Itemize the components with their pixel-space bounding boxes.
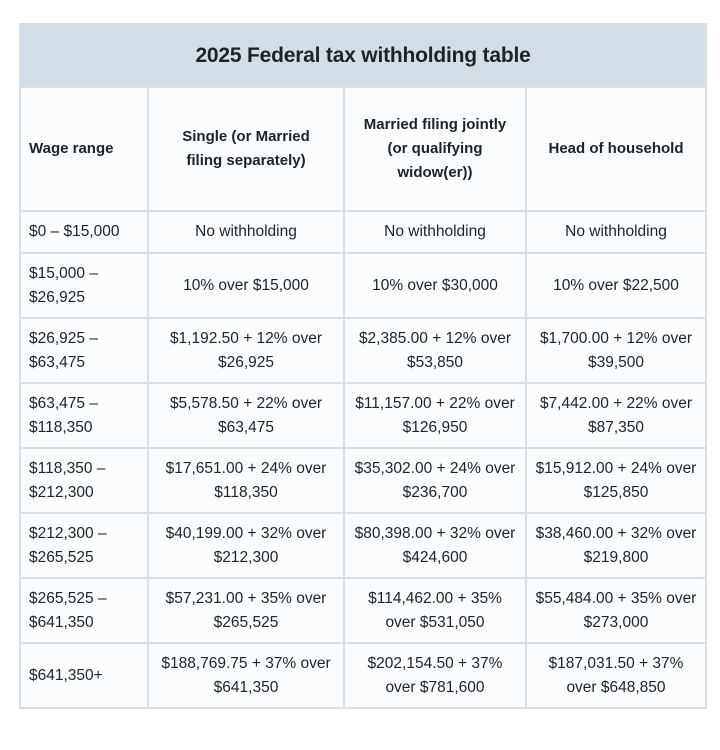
married-jointly-cell: $80,398.00 + 32% over $424,600 (344, 513, 526, 578)
wage-range-cell: $26,925 – $63,475 (20, 318, 148, 383)
head-of-household-cell: 10% over $22,500 (526, 253, 706, 318)
wage-range-cell: $15,000 – $26,925 (20, 253, 148, 318)
table-row (20, 253, 706, 318)
married-jointly-cell: $114,462.00 + 35% over $531,050 (344, 578, 526, 643)
head-of-household-cell: No withholding (526, 211, 706, 253)
column-header-single: Single (or Married filing separately) (148, 87, 344, 211)
table-row (20, 383, 706, 448)
column-header-head-of-household: Head of household (526, 87, 706, 211)
wage-range-cell: $265,525 – $641,350 (20, 578, 148, 643)
wage-range-cell: $641,350+ (20, 643, 148, 708)
table-row (20, 318, 706, 383)
head-of-household-cell: $55,484.00 + 35% over $273,000 (526, 578, 706, 643)
table-row (20, 578, 706, 643)
header-row (20, 87, 706, 211)
wage-range-cell: $63,475 – $118,350 (20, 383, 148, 448)
column-header-wage-range: Wage range (20, 87, 148, 211)
single-cell: $40,199.00 + 32% over $212,300 (148, 513, 344, 578)
wage-range-cell: $212,300 – $265,525 (20, 513, 148, 578)
married-jointly-cell: No withholding (344, 211, 526, 253)
withholding-table (19, 23, 707, 709)
head-of-household-cell: $38,460.00 + 32% over $219,800 (526, 513, 706, 578)
head-of-household-cell: $7,442.00 + 22% over $87,350 (526, 383, 706, 448)
single-cell: No withholding (148, 211, 344, 253)
column-header-married-jointly: Married filing jointly (or qualifying widow(er)) (344, 87, 526, 211)
married-jointly-cell: $35,302.00 + 24% over $236,700 (344, 448, 526, 513)
table-row (20, 448, 706, 513)
married-jointly-cell: $202,154.50 + 37% over $781,600 (344, 643, 526, 708)
single-cell: $188,769.75 + 37% over $641,350 (148, 643, 344, 708)
single-cell: 10% over $15,000 (148, 253, 344, 318)
head-of-household-cell: $1,700.00 + 12% over $39,500 (526, 318, 706, 383)
single-cell: $5,578.50 + 22% over $63,475 (148, 383, 344, 448)
wage-range-cell: $118,350 – $212,300 (20, 448, 148, 513)
single-cell: $17,651.00 + 24% over $118,350 (148, 448, 344, 513)
married-jointly-cell: $2,385.00 + 12% over $53,850 (344, 318, 526, 383)
head-of-household-cell: $187,031.50 + 37% over $648,850 (526, 643, 706, 708)
table-title: 2025 Federal tax withholding table (20, 24, 706, 87)
table-row (20, 211, 706, 253)
married-jointly-cell: 10% over $30,000 (344, 253, 526, 318)
wage-range-cell: $0 – $15,000 (20, 211, 148, 253)
table-row (20, 513, 706, 578)
single-cell: $57,231.00 + 35% over $265,525 (148, 578, 344, 643)
head-of-household-cell: $15,912.00 + 24% over $125,850 (526, 448, 706, 513)
single-cell: $1,192.50 + 12% over $26,925 (148, 318, 344, 383)
table-row (20, 643, 706, 708)
married-jointly-cell: $11,157.00 + 22% over $126,950 (344, 383, 526, 448)
